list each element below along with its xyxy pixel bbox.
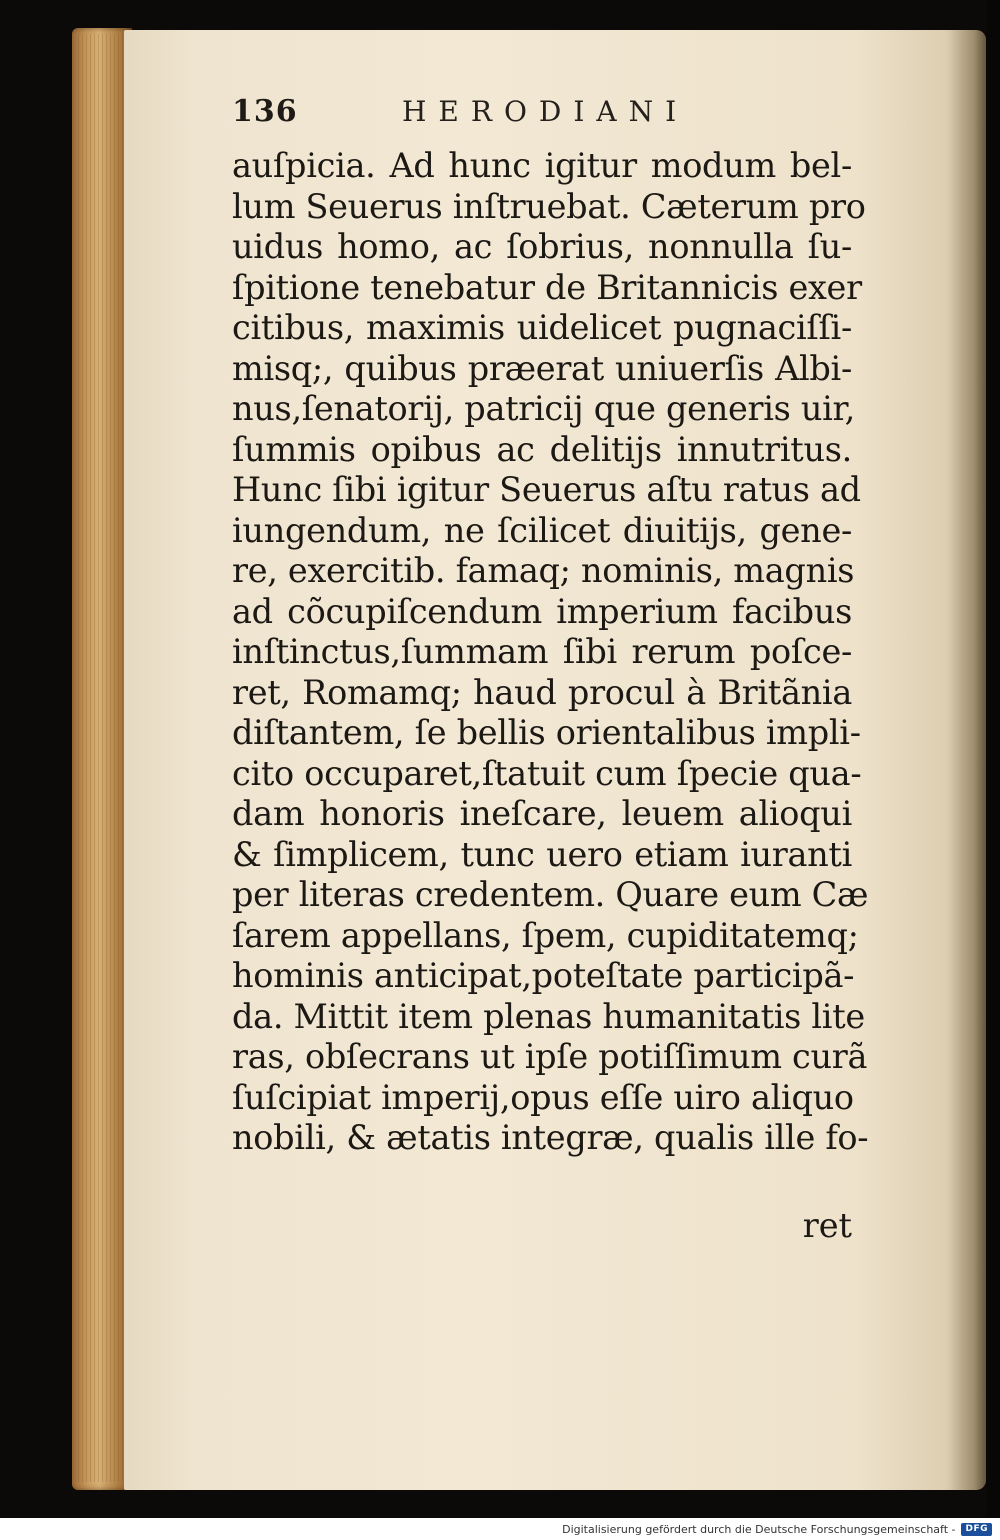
text-line: misq;, quibus præerat uniuerſis Albi- bbox=[232, 348, 852, 388]
text-line: ſuſcipiat imperij,opus eſſe uiro aliquo bbox=[232, 1077, 854, 1117]
text-line: iungendum, ne ſcilicet diuitijs, gene- bbox=[232, 510, 852, 550]
text-line: cito occuparet,ſtatuit cum ſpecie qua- bbox=[232, 753, 862, 793]
text-line: ſpitione tenebatur de Britannicis exer bbox=[232, 267, 862, 307]
text-line: re, exercitib. famaq; nominis, magnis bbox=[232, 551, 855, 590]
catchword: ret bbox=[802, 1206, 852, 1245]
text-line: uidus homo, ac ſobrius, nonnulla ſu- bbox=[232, 227, 852, 266]
text-line: da. Mittit item plenas humanitatis lite bbox=[232, 996, 865, 1036]
right-dark-edge bbox=[986, 0, 1000, 1518]
running-title: HERODIANI bbox=[402, 95, 689, 128]
page-number: 136 bbox=[232, 94, 298, 129]
footer-bar bbox=[0, 1518, 1000, 1540]
text-line: ſummis opibus ac delitijs innutritus. bbox=[232, 429, 852, 469]
page-stack-texture bbox=[78, 34, 126, 1482]
body-text bbox=[232, 146, 869, 1159]
text-line: dam honoris ineſcare, leuem alioqui bbox=[232, 794, 852, 833]
text-line: ſarem appellans, ſpem, cupiditatemq; bbox=[232, 915, 859, 955]
text-line: auſpicia. Ad hunc igitur modum bel- bbox=[232, 146, 852, 185]
text-line: nus,ſenatorij, patricij que generis uir, bbox=[232, 389, 855, 428]
footer-credit: Digitalisierung gefördert durch die Deutsche Forschungsgemeinschaft - bbox=[562, 1522, 956, 1536]
text-line: citibus, maximis uidelicet pugnaciſſi- bbox=[232, 308, 852, 347]
text-line: nobili, & ætatis integræ, qualis ille fo- bbox=[232, 1118, 869, 1157]
text-line: & ſimplicem, tunc uero etiam iuranti bbox=[232, 834, 852, 874]
text-line: hominis anticipat,poteſtate participã- bbox=[232, 956, 855, 995]
text-line: Hunc ſibi igitur Seuerus aſtu ratus ad bbox=[232, 470, 861, 509]
text-line: ras, obſecrans ut ipſe potiſſimum curã bbox=[232, 1037, 868, 1076]
gutter-shadow bbox=[946, 30, 986, 1490]
running-head bbox=[232, 94, 852, 134]
text-line: per literas credentem. Quare eum Cæ bbox=[232, 875, 869, 914]
text-line: ad cõcupiſcendum imperium facibus bbox=[232, 591, 852, 631]
text-line: lum Seuerus inſtruebat. Cæterum pro bbox=[232, 186, 866, 226]
dfg-logo: DFG bbox=[961, 1523, 992, 1536]
text-line: inſtinctus,ſummam ſibi rerum poſce- bbox=[232, 632, 852, 671]
text-line: diſtantem, ſe bellis orientalibus impli- bbox=[232, 713, 861, 752]
text-line: ret, Romamq; haud procul à Britãnia bbox=[232, 672, 852, 712]
